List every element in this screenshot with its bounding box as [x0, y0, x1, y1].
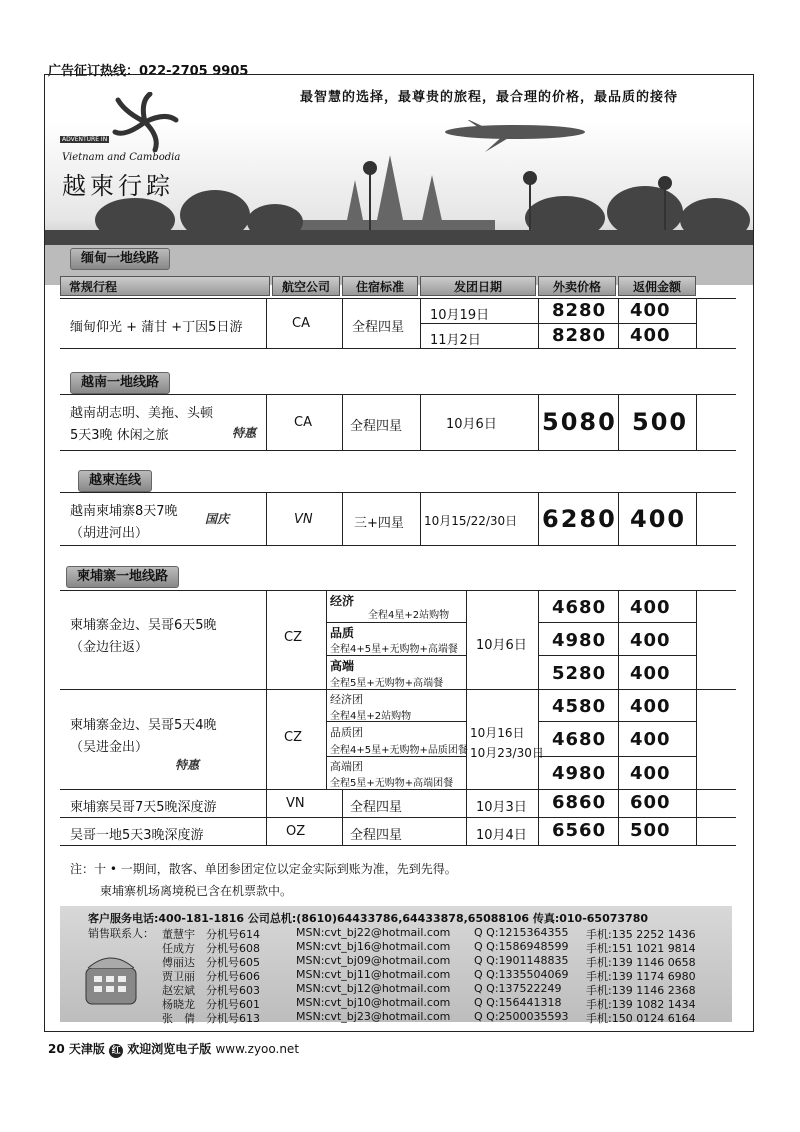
cambodia-g2-tier1-name: 经济团	[330, 693, 363, 706]
myanmar-date-1: 10月19日	[430, 308, 490, 323]
contact-name: 贾卫丽	[162, 970, 195, 983]
logo-tagline: ADVENTURE IN	[62, 136, 108, 143]
myanmar-price-1: 8280	[552, 300, 607, 321]
edition: 天津版	[68, 1042, 105, 1056]
badge-icon: 红	[109, 1044, 123, 1058]
contact-ext: 分机号613	[206, 1012, 260, 1025]
cambodia-g2-route-line2: （吴进金出）	[70, 740, 149, 755]
contact-name: 任成方	[162, 942, 195, 955]
contact-msn: MSN:cvt_bj10@hotmail.com	[296, 996, 451, 1009]
cambodia-r3-airline: VN	[286, 796, 305, 811]
combo-stamp: 国庆	[205, 512, 230, 526]
cambodia-g2-tier2-desc: 全程4+5星+无购物+品质团餐	[330, 745, 468, 756]
myanmar-airline: CA	[292, 316, 310, 331]
cambodia-g2-tier3-desc: 全程5星+无购物+高端团餐	[330, 778, 454, 789]
contact-name: 杨晓龙	[162, 998, 195, 1011]
contact-qq: Q Q:1586948599	[474, 940, 569, 953]
logo	[60, 92, 210, 202]
cambodia-g2-route-line1: 柬埔寨金边、吴哥5天4晚	[70, 718, 217, 733]
vietnam-stamp: 特惠	[232, 426, 257, 440]
myanmar-commission-2: 400	[630, 325, 671, 346]
contact-ext: 分机号608	[206, 942, 260, 955]
myanmar-price-2: 8280	[552, 325, 607, 346]
cambodia-g2-date2: 10月23/30日	[470, 746, 544, 760]
logo-subtitle: Vietnam and Cambodia	[62, 152, 181, 163]
cambodia-r4-route: 吴哥一地5天3晚深度游	[70, 828, 204, 843]
combo-airline: VN	[294, 512, 313, 527]
cambodia-g2-tier1-desc: 全程4星+2站购物	[330, 711, 412, 722]
contact-name: 张 倩	[162, 1012, 195, 1025]
cambodia-g2-commission-3: 400	[630, 763, 671, 784]
contact-msn: MSN:cvt_bj22@hotmail.com	[296, 926, 451, 939]
note-line1: 注：十 • 一期间，散客、单团参团定位以定金实际到账为准，先到先得。	[70, 862, 457, 876]
cambodia-g2-commission-1: 400	[630, 696, 671, 717]
cambodia-r4-date: 10月4日	[476, 828, 527, 843]
page-number: 20	[48, 1042, 65, 1056]
vietnam-date: 10月6日	[446, 417, 497, 432]
cambodia-g2-airline: CZ	[284, 730, 302, 745]
vietnam-airline: CA	[294, 415, 312, 430]
contact-ext: 分机号614	[206, 928, 260, 941]
header-commission: 返佣金额	[618, 276, 696, 296]
cambodia-r3-commission: 600	[630, 792, 671, 813]
cambodia-g1-tier3-name: 高端	[330, 659, 355, 673]
cambodia-r4-price: 6560	[552, 820, 607, 841]
contact-msn: MSN:cvt_bj11@hotmail.com	[296, 968, 451, 981]
contact-msn: MSN:cvt_bj12@hotmail.com	[296, 982, 451, 995]
header-route: 常规行程	[60, 276, 270, 296]
myanmar-hotel: 全程四星	[352, 320, 405, 335]
cambodia-g1-route-line2: （金边往返）	[70, 640, 149, 655]
contact-ext: 分机号606	[206, 970, 260, 983]
section-tab-vietnam: 越南一地线路	[70, 372, 170, 394]
vietnam-price: 5080	[542, 408, 617, 436]
service-line: 客户服务电话:400-181-1816 公司总机:(8610)64433786,64433878,65088106 传真:010-65073780	[88, 912, 649, 925]
starburst-logo-icon	[110, 92, 180, 152]
contact-msn: MSN:cvt_bj09@hotmail.com	[296, 954, 451, 967]
contact-mobile: 手机:151 1021 9814	[586, 942, 696, 955]
sales-label: 销售联系人：	[88, 927, 154, 940]
slogan: 最智慧的选择，最尊贵的旅程，最合理的价格，最品质的接待	[300, 90, 679, 105]
cambodia-g1-tier1-name: 经济	[330, 594, 355, 608]
combo-route-line1: 越南柬埔寨8天7晚	[70, 504, 178, 519]
contact-ext: 分机号603	[206, 984, 260, 997]
myanmar-commission-1: 400	[630, 300, 671, 321]
vietnam-hotel: 全程四星	[350, 419, 403, 434]
contact-name: 傅丽达	[162, 956, 195, 969]
header-price: 外卖价格	[538, 276, 616, 296]
welcome-text: 欢迎浏览电子版	[127, 1042, 212, 1056]
combo-commission: 400	[630, 505, 687, 533]
cambodia-g1-route-line1: 柬埔寨金边、吴哥6天5晚	[70, 618, 217, 633]
combo-hotel: 三+四星	[354, 516, 404, 531]
combo-date: 10月15/22/30日	[424, 514, 518, 528]
vietnam-route-line2: 5天3晚 休闲之旅	[70, 428, 169, 443]
contact-name: 赵宏斌	[162, 984, 195, 997]
cambodia-g1-commission-2: 400	[630, 630, 671, 651]
cambodia-g2-commission-2: 400	[630, 729, 671, 750]
cambodia-g1-tier3-desc: 全程5星+无购物+高端餐	[330, 678, 444, 689]
contact-mobile: 手机:139 1146 2368	[586, 984, 696, 997]
contact-qq: Q Q:1215364355	[474, 926, 569, 939]
header-date: 发团日期	[420, 276, 536, 296]
contact-mobile: 手机:139 1146 0658	[586, 956, 696, 969]
cambodia-g1-commission-1: 400	[630, 597, 671, 618]
cambodia-r4-airline: OZ	[286, 824, 306, 839]
cambodia-r4-hotel: 全程四星	[350, 828, 403, 843]
section-tab-myanmar: 缅甸一地线路	[70, 248, 170, 270]
site-url[interactable]: www.zyoo.net	[215, 1042, 300, 1056]
cambodia-r4-commission: 500	[630, 820, 671, 841]
cambodia-g1-price-1: 4680	[552, 597, 607, 618]
contact-qq: Q Q:1335504069	[474, 968, 569, 981]
cambodia-g1-tier1-desc: 全程4星+2站购物	[368, 610, 450, 621]
contact-qq: Q Q:156441318	[474, 996, 562, 1009]
vietnam-route-line1: 越南胡志明、美拖、头顿	[70, 406, 214, 421]
contact-msn: MSN:cvt_bj23@hotmail.com	[296, 1010, 451, 1023]
note-line2: 柬埔寨机场离境税已含在机票款中。	[100, 884, 293, 898]
cambodia-g1-airline: CZ	[284, 630, 302, 645]
section-tab-cambodia: 柬埔寨一地线路	[66, 566, 179, 588]
combo-route-line2: （胡进河出）	[70, 526, 149, 541]
cambodia-g2-price-1: 4580	[552, 696, 607, 717]
footer	[48, 1040, 299, 1058]
contact-qq: Q Q:2500035593	[474, 1010, 569, 1023]
contact-ext: 分机号601	[206, 998, 260, 1011]
cambodia-g1-date: 10月6日	[476, 638, 527, 653]
contact-msn: MSN:cvt_bj16@hotmail.com	[296, 940, 451, 953]
vietnam-commission: 500	[632, 408, 689, 436]
cambodia-g1-tier2-desc: 全程4+5星+无购物+高端餐	[330, 644, 458, 655]
hotline: 广告征订热线：022-2705 9905	[48, 64, 249, 79]
cambodia-r3-price: 6860	[552, 792, 607, 813]
myanmar-date-2: 11月2日	[430, 333, 481, 348]
myanmar-route: 缅甸仰光 + 蒲甘 +丁因5日游	[70, 320, 243, 335]
contact-mobile: 手机:135 2252 1436	[586, 928, 696, 941]
contact-panel	[60, 906, 732, 1025]
cambodia-g1-price-2: 4980	[552, 630, 607, 651]
cambodia-g2-date1: 10月16日	[470, 726, 525, 740]
contact-mobile: 手机:139 1082 1434	[586, 998, 696, 1011]
telephone-icon	[84, 950, 138, 1006]
contact-mobile: 手机:150 0124 6164	[586, 1012, 696, 1025]
section-tab-combo: 越柬连线	[78, 470, 152, 492]
cambodia-r3-hotel: 全程四星	[350, 800, 403, 815]
contact-mobile: 手机:139 1174 6980	[586, 970, 696, 983]
logo-brand: 越柬行踪	[62, 172, 174, 200]
contact-ext: 分机号605	[206, 956, 260, 969]
contact-qq: Q Q:1901148835	[474, 954, 569, 967]
cambodia-g1-price-3: 5280	[552, 663, 607, 684]
contact-name: 董慧宇	[162, 928, 195, 941]
header-hotel: 住宿标准	[342, 276, 418, 296]
cambodia-g2-price-2: 4680	[552, 729, 607, 750]
cambodia-g2-tier2-name: 品质团	[330, 726, 363, 739]
cambodia-g2-stamp: 特惠	[175, 758, 200, 772]
cambodia-r3-date: 10月3日	[476, 800, 527, 815]
cambodia-g2-tier3-name: 高端团	[330, 760, 363, 773]
contact-qq: Q Q:137522249	[474, 982, 562, 995]
cambodia-r3-route: 柬埔寨吴哥7天5晚深度游	[70, 800, 217, 815]
cambodia-g1-commission-3: 400	[630, 663, 671, 684]
combo-price: 6280	[542, 505, 617, 533]
header-airline: 航空公司	[272, 276, 340, 296]
cambodia-g2-price-3: 4980	[552, 763, 607, 784]
cambodia-g1-tier2-name: 品质	[330, 626, 355, 640]
